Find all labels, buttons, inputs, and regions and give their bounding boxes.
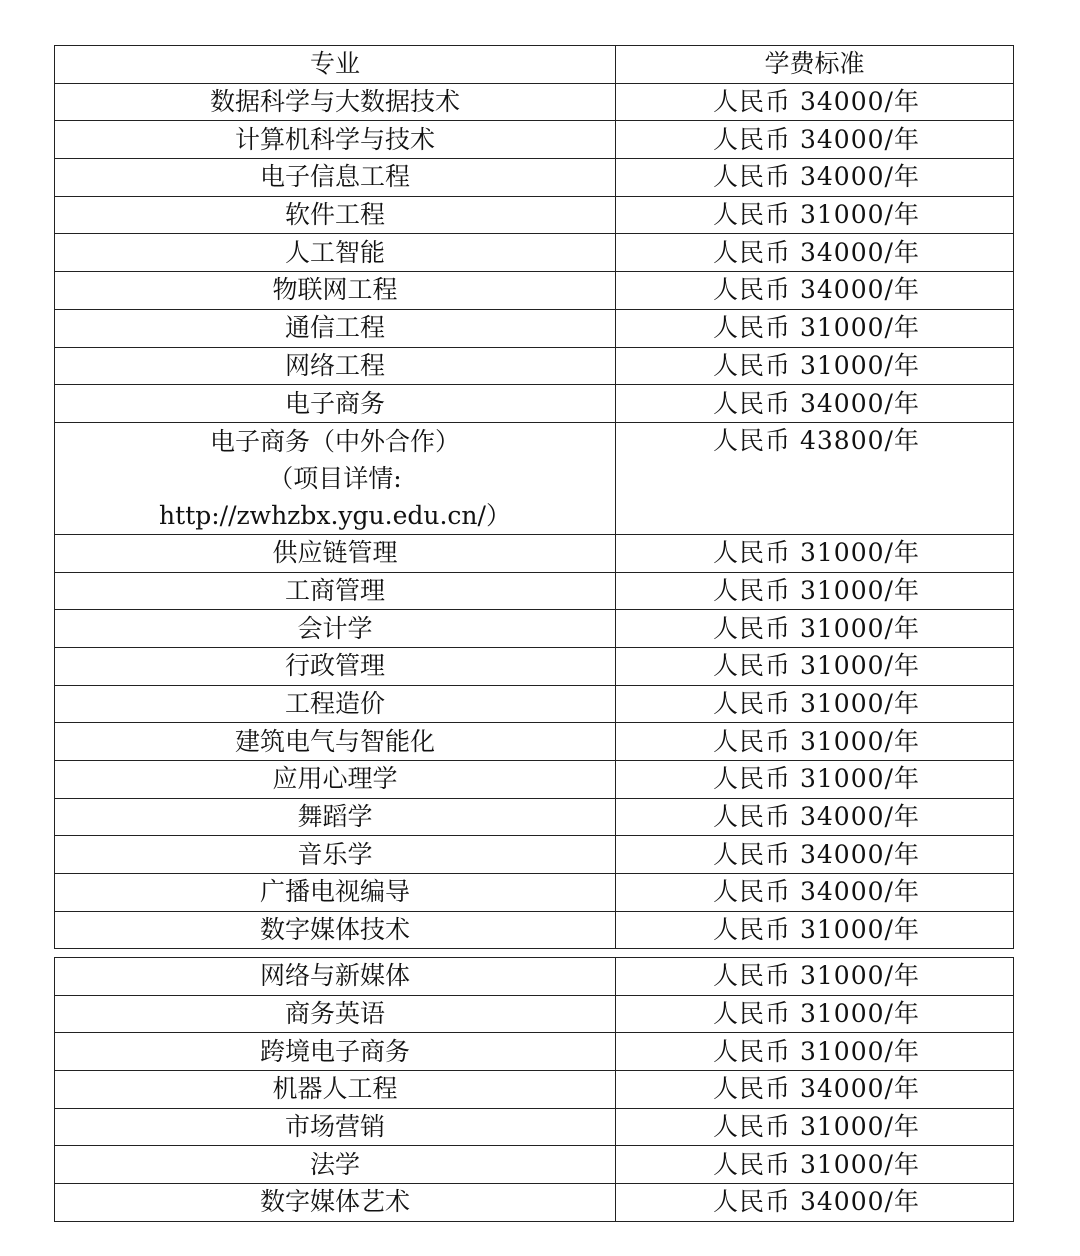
- major-line: （项目详情:: [268, 463, 402, 493]
- table-row: [55, 1033, 1014, 1071]
- fee-text: 人民币 31000/年: [713, 1036, 920, 1066]
- table-row: [55, 761, 1014, 799]
- major-cell: 软件工程: [55, 196, 616, 234]
- fee-text: 人民币 31000/年: [713, 764, 920, 794]
- table-row: [55, 534, 1014, 572]
- table-row: [55, 347, 1014, 385]
- fee-text: 人民币 34000/年: [713, 1187, 920, 1217]
- fee-cell: [616, 911, 1014, 949]
- fee-text: 人民币 34000/年: [713, 275, 920, 305]
- major-cell: 工程造价: [55, 685, 616, 723]
- table-row: [55, 572, 1014, 610]
- fee-text: 人民币 34000/年: [713, 1074, 920, 1104]
- major-cell: 通信工程: [55, 309, 616, 347]
- fee-text: 人民币 34000/年: [713, 839, 920, 869]
- fee-text: 人民币 34000/年: [713, 162, 920, 192]
- table-row: [55, 1146, 1014, 1184]
- table-row: [55, 836, 1014, 874]
- fee-cell: [616, 121, 1014, 159]
- major-cell: 行政管理: [55, 647, 616, 685]
- major-cell: 音乐学: [55, 836, 616, 874]
- major-cell: [55, 422, 616, 534]
- table-row: [55, 647, 1014, 685]
- project-link-text: http://zwhzbx.ygu.edu.cn/）: [159, 500, 511, 530]
- fee-cell: [616, 309, 1014, 347]
- fee-cell: [616, 196, 1014, 234]
- table-row: [55, 159, 1014, 197]
- fee-text: 人民币 34000/年: [713, 237, 920, 267]
- table-row: [55, 685, 1014, 723]
- fee-cell: [616, 83, 1014, 121]
- fee-cell: [616, 422, 1014, 534]
- fee-cell: [616, 347, 1014, 385]
- major-cell: 计算机科学与技术: [55, 121, 616, 159]
- major-cell: 供应链管理: [55, 534, 616, 572]
- table-row: [55, 1071, 1014, 1109]
- fee-text: 人民币 31000/年: [713, 999, 920, 1029]
- table-row: [55, 958, 1014, 996]
- fee-cell: [616, 836, 1014, 874]
- fee-text: 人民币 31000/年: [713, 915, 920, 945]
- fee-text: 人民币 43800/年: [713, 425, 920, 455]
- tuition-table-part2: [54, 957, 1014, 1222]
- fee-text: 人民币 34000/年: [713, 87, 920, 117]
- fee-text: 人民币 31000/年: [713, 575, 920, 605]
- table-row: [55, 798, 1014, 836]
- fee-cell: [616, 798, 1014, 836]
- major-cell: 应用心理学: [55, 761, 616, 799]
- fee-text: 人民币 31000/年: [713, 688, 920, 718]
- major-cell: 机器人工程: [55, 1071, 616, 1109]
- major-cell: 商务英语: [55, 995, 616, 1033]
- major-cell: 数据科学与大数据技术: [55, 83, 616, 121]
- major-cell: 数字媒体艺术: [55, 1184, 616, 1222]
- table-row: [55, 911, 1014, 949]
- fee-cell: [616, 1071, 1014, 1109]
- fee-cell: [616, 995, 1014, 1033]
- header-major: 专业: [55, 46, 616, 84]
- fee-cell: [616, 874, 1014, 912]
- fee-text: 人民币 31000/年: [713, 726, 920, 756]
- fee-text: 人民币 34000/年: [713, 388, 920, 418]
- tuition-table-part1: [54, 45, 1014, 949]
- major-cell: 建筑电气与智能化: [55, 723, 616, 761]
- table-row: [55, 874, 1014, 912]
- fee-text: 人民币 31000/年: [713, 200, 920, 230]
- table-row: [55, 196, 1014, 234]
- table-row: [55, 272, 1014, 310]
- fee-cell: [616, 1108, 1014, 1146]
- fee-text: 人民币 31000/年: [713, 613, 920, 643]
- major-cell: 电子商务: [55, 385, 616, 423]
- major-cell: 物联网工程: [55, 272, 616, 310]
- table-row: [55, 83, 1014, 121]
- table-row: [55, 1184, 1014, 1222]
- table-row: [55, 723, 1014, 761]
- fee-text: 人民币 31000/年: [713, 961, 920, 991]
- fee-text: 人民币 34000/年: [713, 877, 920, 907]
- major-cell: 网络工程: [55, 347, 616, 385]
- fee-text: 人民币 34000/年: [713, 124, 920, 154]
- major-cell: 电子信息工程: [55, 159, 616, 197]
- table-row: [55, 1108, 1014, 1146]
- fee-text: 人民币 31000/年: [713, 651, 920, 681]
- header-fee: 学费标准: [616, 46, 1014, 84]
- major-cell: 人工智能: [55, 234, 616, 272]
- major-cell: 跨境电子商务: [55, 1033, 616, 1071]
- major-cell: 市场营销: [55, 1108, 616, 1146]
- fee-text: 人民币 31000/年: [713, 313, 920, 343]
- table-header-row: [55, 46, 1014, 84]
- table-row: [55, 121, 1014, 159]
- fee-cell: [616, 385, 1014, 423]
- fee-text: 人民币 31000/年: [713, 538, 920, 568]
- fee-cell: [616, 958, 1014, 996]
- table-row: [55, 995, 1014, 1033]
- major-cell: 舞蹈学: [55, 798, 616, 836]
- fee-cell: [616, 723, 1014, 761]
- fee-cell: [616, 647, 1014, 685]
- major-cell: 网络与新媒体: [55, 958, 616, 996]
- fee-text: 人民币 34000/年: [713, 802, 920, 832]
- fee-cell: [616, 534, 1014, 572]
- fee-cell: [616, 685, 1014, 723]
- fee-text: 人民币 31000/年: [713, 350, 920, 380]
- fee-cell: [616, 159, 1014, 197]
- major-cell: 会计学: [55, 610, 616, 648]
- fee-cell: [616, 572, 1014, 610]
- major-cell: 法学: [55, 1146, 616, 1184]
- table-row: [55, 309, 1014, 347]
- table-row: [55, 234, 1014, 272]
- major-cell: 广播电视编导: [55, 874, 616, 912]
- fee-cell: [616, 272, 1014, 310]
- table-row: [55, 422, 1014, 534]
- fee-cell: [616, 1146, 1014, 1184]
- major-cell: 数字媒体技术: [55, 911, 616, 949]
- major-cell: 工商管理: [55, 572, 616, 610]
- fee-cell: [616, 761, 1014, 799]
- table-row: [55, 610, 1014, 648]
- fee-cell: [616, 234, 1014, 272]
- fee-text: 人民币 31000/年: [713, 1149, 920, 1179]
- major-line: 电子商务（中外合作）: [209, 426, 460, 456]
- fee-cell: [616, 610, 1014, 648]
- fee-cell: [616, 1184, 1014, 1222]
- fee-cell: [616, 1033, 1014, 1071]
- fee-text: 人民币 31000/年: [713, 1112, 920, 1142]
- table-row: [55, 385, 1014, 423]
